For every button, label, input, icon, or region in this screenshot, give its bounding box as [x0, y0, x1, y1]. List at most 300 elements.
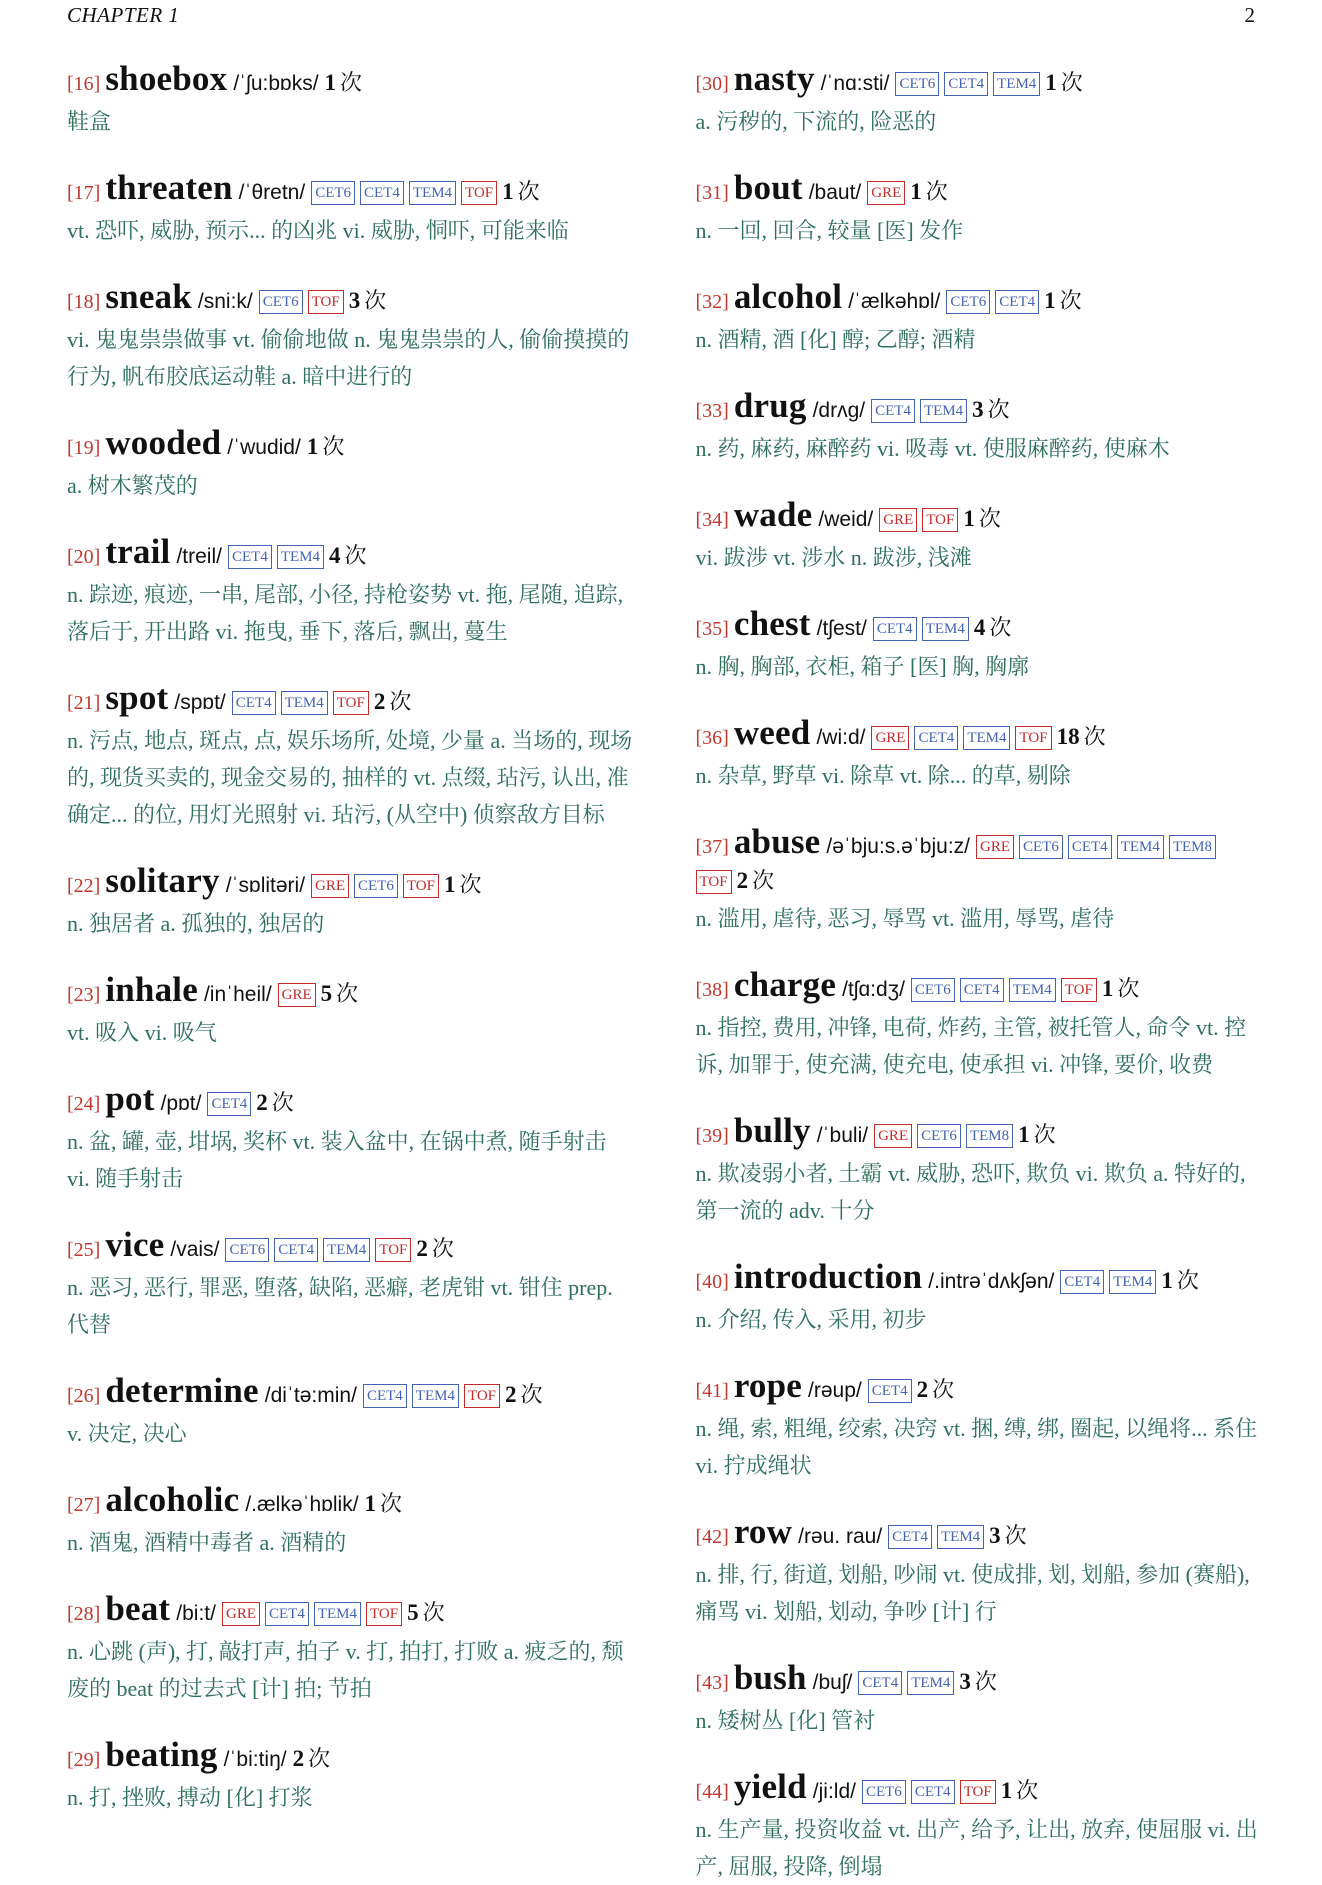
occurrence-count: 5: [407, 1600, 419, 1625]
exam-tag-badge: CET4: [995, 290, 1039, 314]
exam-tag-badge: TOF: [308, 290, 344, 314]
count-unit: 次: [380, 1491, 403, 1516]
definition: n. 排, 行, 街道, 划船, 吵闹 vt. 使成排, 划, 划船, 参加 (赛船), 痛骂 vi. 划船, 划动, 争吵 [计] 行: [695, 1562, 1250, 1624]
count-unit: 次: [336, 981, 359, 1006]
headword: yield: [733, 1767, 807, 1806]
exam-tag-badge: GRE: [278, 983, 316, 1007]
occurrence-count: 18: [1056, 724, 1080, 749]
entry-number: [36]: [695, 727, 729, 749]
count-unit: 次: [431, 1236, 454, 1261]
occurrence-count: 2: [916, 1377, 929, 1402]
phonetic: /bi:t/: [176, 1602, 216, 1625]
entry-headline: [695, 1512, 1263, 1554]
page-number: 2: [1244, 2, 1255, 27]
count-unit: 次: [974, 1669, 997, 1694]
exam-tag-badge: TEM4: [1117, 835, 1164, 859]
word-entry: [67, 277, 634, 395]
phonetic: /vais/: [170, 1238, 220, 1261]
phonetic: /sni:k/: [197, 290, 253, 313]
definition: v. 决定, 决心: [67, 1421, 187, 1446]
phonetic: /əˈbju:s.əˈbju:z/: [826, 835, 970, 858]
headword: sneak: [105, 277, 192, 316]
occurrence-count: 2: [505, 1382, 517, 1407]
entry-headline: [67, 59, 634, 101]
count-unit: 次: [932, 1377, 955, 1402]
headword: chest: [733, 604, 811, 643]
entry-headline: [695, 386, 1263, 428]
entry-number: [18]: [67, 291, 101, 313]
headword: beating: [105, 1735, 218, 1774]
headword: inhale: [105, 970, 198, 1009]
word-entry: [67, 970, 634, 1051]
word-entry: [695, 386, 1263, 467]
count-unit: 次: [389, 689, 412, 714]
phonetic: /ˈbuli/: [816, 1124, 869, 1147]
phonetic: /ˈwudid/: [227, 436, 301, 459]
entry-number: [16]: [67, 73, 101, 95]
entry-number: [33]: [695, 400, 729, 422]
entry-headline: [695, 713, 1263, 755]
definition: n. 盆, 罐, 壶, 坩埚, 奖杯 vt. 装入盆中, 在锅中煮, 随手射击 vi. 随手射击: [67, 1129, 607, 1191]
entry-number: [34]: [695, 509, 729, 531]
exam-tag-badge: TEM4: [323, 1238, 370, 1262]
entry-number: [43]: [695, 1672, 729, 1694]
exam-tag-badge: TOF: [461, 181, 497, 205]
chapter-label: CHAPTER 1: [67, 2, 180, 27]
exam-tag-badge: CET6: [311, 181, 355, 205]
exam-tag-badge: CET4: [911, 1780, 955, 1804]
definition: n. 生产量, 投资收益 vt. 出产, 给予, 让出, 放弃, 使屈服 vi. 出产, 屈服, 投降, 倒塌: [695, 1817, 1258, 1879]
word-entry: [67, 1225, 634, 1343]
entry-number: [41]: [695, 1380, 729, 1402]
phonetic: /inˈheil/: [203, 983, 272, 1006]
occurrence-count: 1: [1161, 1268, 1173, 1293]
headword: row: [733, 1512, 793, 1551]
exam-tag-badge: CET4: [363, 1384, 407, 1408]
word-entry: [695, 965, 1263, 1083]
phonetic: /baut/: [808, 181, 862, 204]
occurrence-count: 1: [502, 179, 514, 204]
word-entry: [67, 861, 634, 942]
definition: n. 绳, 索, 粗绳, 绞索, 决窍 vt. 捆, 缚, 绑, 圈起, 以绳将... 系住 vi. 拧成绳状: [695, 1416, 1258, 1478]
phonetic: /.ælkəˈhɒlik/: [245, 1493, 359, 1516]
count-unit: 次: [517, 179, 540, 204]
word-entry: [67, 168, 634, 249]
headword: determine: [105, 1371, 259, 1410]
exam-tag-badge: CET6: [225, 1238, 269, 1262]
phonetic: /tʃest/: [816, 617, 867, 640]
count-unit: 次: [422, 1600, 445, 1625]
count-unit: 次: [978, 506, 1001, 531]
count-unit: 次: [1033, 1122, 1056, 1147]
exam-tag-badge: CET4: [1060, 1270, 1104, 1294]
entry-headline: [67, 1480, 634, 1522]
exam-tag-badge: GRE: [222, 1602, 260, 1626]
exam-tag-badge: GRE: [874, 1124, 912, 1148]
exam-tag-badge: TEM4: [937, 1525, 984, 1549]
word-entry: [67, 1735, 634, 1816]
occurrence-count: 1: [443, 872, 456, 897]
entry-headline: [67, 1735, 634, 1777]
occurrence-count: 3: [972, 397, 984, 422]
exam-tag-badge: CET6: [895, 72, 939, 96]
entry-number: [24]: [67, 1093, 101, 1115]
exam-tag-badge: CET4: [232, 691, 276, 715]
exam-tag-badge: CET6: [946, 290, 990, 314]
phonetic: /wi:d/: [816, 726, 866, 749]
word-entry: [67, 1480, 634, 1561]
entry-headline: [67, 532, 634, 574]
exam-tag-badge: TEM4: [920, 399, 967, 423]
entry-number: [25]: [67, 1239, 101, 1261]
phonetic: /ji:ld/: [812, 1780, 856, 1803]
entry-number: [30]: [695, 73, 729, 95]
word-entry: [695, 604, 1263, 685]
occurrence-count: 1: [324, 70, 337, 95]
exam-tag-badge: TEM8: [1169, 835, 1216, 859]
definition: n. 药, 麻药, 麻醉药 vi. 吸毒 vt. 使服麻醉药, 使麻木: [695, 436, 1170, 461]
count-unit: 次: [925, 179, 948, 204]
exam-tag-badge: TEM4: [922, 617, 969, 641]
definition: n. 滥用, 虐待, 恶习, 辱骂 vt. 滥用, 辱骂, 虐待: [695, 906, 1115, 931]
entry-headline: [695, 168, 1263, 210]
phonetic: /rəu. rau/: [798, 1525, 883, 1548]
headword: alcohol: [733, 277, 843, 316]
definition: n. 一回, 回合, 较量 [医] 发作: [695, 218, 964, 243]
word-entry: [695, 1366, 1263, 1484]
definition: n. 酒鬼, 酒精中毒者 a. 酒精的: [67, 1530, 347, 1555]
occurrence-count: 3: [348, 288, 361, 313]
count-unit: 次: [1083, 724, 1106, 749]
occurrence-count: 2: [292, 1746, 305, 1771]
occurrence-count: 1: [1101, 976, 1114, 1001]
occurrence-count: 1: [1000, 1778, 1013, 1803]
count-unit: 次: [1004, 1523, 1027, 1548]
headword: solitary: [105, 861, 220, 900]
definition: vi. 鬼鬼祟祟做事 vt. 偷偷地做 n. 鬼鬼祟祟的人, 偷偷摸摸的行为, 帆布胶底运动鞋 a. 暗中进行的: [67, 327, 630, 389]
word-entry: [67, 1079, 634, 1197]
definition: vt. 恐吓, 威胁, 预示... 的凶兆 vi. 威胁, 恫吓, 可能来临: [67, 218, 569, 243]
entry-number: [44]: [695, 1781, 729, 1803]
exam-tag-badge: CET4: [360, 181, 404, 205]
exam-tag-badge: CET4: [265, 1602, 309, 1626]
exam-tag-badge: TOF: [696, 870, 732, 894]
phonetic: /ˈnɑ:sti/: [820, 72, 890, 95]
page-header: [67, 0, 1255, 30]
definition: n. 介绍, 传入, 采用, 初步: [695, 1307, 927, 1332]
exam-tag-badge: TEM8: [966, 1124, 1013, 1148]
headword: introduction: [733, 1257, 923, 1296]
word-entry: [695, 168, 1263, 249]
count-unit: 次: [1059, 288, 1082, 313]
occurrence-count: 3: [989, 1523, 1001, 1548]
word-entry: [67, 1371, 634, 1452]
left-column: [67, 59, 634, 1850]
definition: n. 杂草, 野草 vi. 除草 vt. 除... 的草, 剔除: [695, 763, 1071, 788]
definition: vt. 吸入 vi. 吸气: [67, 1020, 217, 1045]
entry-number: [35]: [695, 618, 729, 640]
headword: spot: [105, 678, 169, 717]
phonetic: /tʃɑ:dʒ/: [842, 978, 905, 1001]
exam-tag-badge: TEM4: [281, 691, 328, 715]
headword: bout: [733, 168, 803, 207]
headword: threaten: [105, 168, 233, 207]
exam-tag-badge: TEM4: [1009, 978, 1056, 1002]
count-unit: 次: [459, 872, 482, 897]
entry-headline: [695, 822, 1263, 898]
entry-headline: [67, 678, 634, 720]
entry-headline: [695, 1111, 1263, 1153]
exam-tag-badge: TEM4: [277, 545, 324, 569]
definition: n. 打, 挫败, 搏动 [化] 打浆: [67, 1785, 313, 1810]
exam-tag-badge: TOF: [960, 1780, 996, 1804]
entry-number: [27]: [67, 1494, 101, 1516]
entry-headline: [67, 277, 634, 319]
phonetic: /drʌg/: [812, 399, 866, 422]
exam-tag-badge: TOF: [464, 1384, 500, 1408]
headword: rope: [733, 1366, 803, 1405]
definition: n. 恶习, 恶行, 罪恶, 堕落, 缺陷, 恶癖, 老虎钳 vt. 钳住 prep. 代替: [67, 1275, 613, 1337]
exam-tag-badge: TOF: [1015, 726, 1051, 750]
definition: a. 污秽的, 下流的, 险恶的: [695, 109, 937, 134]
exam-tag-badge: CET6: [862, 1780, 906, 1804]
exam-tag-badge: GRE: [871, 726, 909, 750]
exam-tag-badge: CET6: [259, 290, 303, 314]
word-entry: [695, 495, 1263, 576]
entry-number: [28]: [67, 1603, 101, 1625]
definition: n. 心跳 (声), 打, 敲打声, 拍子 v. 打, 拍打, 打败 a. 疲乏的, 颓废的 beat 的过去式 [计] 拍; 节拍: [67, 1639, 624, 1701]
phonetic: /pɒt/: [160, 1092, 202, 1115]
occurrence-count: 1: [963, 506, 975, 531]
exam-tag-badge: CET6: [354, 874, 398, 898]
exam-tag-badge: CET4: [960, 978, 1004, 1002]
entry-number: [39]: [695, 1125, 729, 1147]
entry-headline: [695, 1366, 1263, 1408]
definition: n. 指控, 费用, 冲锋, 电荷, 炸药, 主管, 被托管人, 命令 vt. 控诉, 加罪于, 使充满, 使充电, 使承担 vi. 冲锋, 要价, 收费: [695, 1015, 1247, 1077]
exam-tag-badge: TEM4: [314, 1602, 361, 1626]
entry-headline: [67, 861, 634, 903]
exam-tag-badge: CET4: [888, 1525, 932, 1549]
exam-tag-badge: CET6: [917, 1124, 961, 1148]
exam-tag-badge: TEM4: [907, 1671, 954, 1695]
entry-headline: [67, 970, 634, 1012]
exam-tag-badge: CET4: [274, 1238, 318, 1262]
count-unit: 次: [340, 70, 363, 95]
entry-headline: [67, 423, 634, 465]
exam-tag-badge: CET4: [858, 1671, 902, 1695]
word-entry: [67, 59, 634, 140]
occurrence-count: 5: [320, 981, 333, 1006]
definition: n. 胸, 胸部, 衣柜, 箱子 [医] 胸, 胸廓: [695, 654, 1030, 679]
exam-tag-badge: CET6: [911, 978, 955, 1002]
headword: vice: [105, 1225, 165, 1264]
count-unit: 次: [1117, 976, 1140, 1001]
word-entry: [695, 59, 1263, 140]
exam-tag-badge: TEM4: [993, 72, 1040, 96]
count-unit: 次: [344, 543, 367, 568]
entry-number: [20]: [67, 546, 101, 568]
word-entry: [67, 532, 634, 650]
entry-number: [31]: [695, 182, 729, 204]
phonetic: /treil/: [176, 545, 222, 568]
occurrence-count: 2: [416, 1236, 428, 1261]
word-entry: [695, 1658, 1263, 1739]
exam-tag-badge: GRE: [311, 874, 349, 898]
entry-number: [42]: [695, 1526, 729, 1548]
definition: n. 矮树丛 [化] 管衬: [695, 1708, 876, 1733]
headword: nasty: [733, 59, 815, 98]
headword: abuse: [733, 822, 821, 861]
headword: wade: [733, 495, 813, 534]
exam-tag-badge: TEM4: [1109, 1270, 1156, 1294]
headword: wooded: [105, 423, 222, 462]
word-entry: [67, 423, 634, 504]
occurrence-count: 1: [364, 1491, 377, 1516]
exam-tag-badge: CET4: [207, 1092, 251, 1116]
definition: a. 树木繁茂的: [67, 473, 198, 498]
entry-headline: [695, 965, 1263, 1007]
entry-headline: [67, 1225, 634, 1267]
entry-number: [17]: [67, 182, 101, 204]
definition: n. 污点, 地点, 斑点, 点, 娱乐场所, 处境, 少量 a. 当场的, 现场的, 现货买卖的, 现金交易的, 抽样的 vt. 点缀, 玷污, 认出, 准确定... 的位, 用灯光照射 vi. 玷污, (从空中) 侦察敌方目标: [67, 728, 633, 827]
count-unit: 次: [1016, 1778, 1039, 1803]
headword: bush: [733, 1658, 807, 1697]
occurrence-count: 2: [736, 868, 749, 893]
phonetic: /spɒt/: [174, 691, 226, 714]
entry-headline: [695, 495, 1263, 537]
definition: n. 踪迹, 痕迹, 一串, 尾部, 小径, 持枪姿势 vt. 拖, 尾随, 追踪, 落后于, 开出路 vi. 拖曳, 垂下, 落后, 飘出, 蔓生: [67, 582, 624, 644]
count-unit: 次: [520, 1382, 543, 1407]
exam-tag-badge: GRE: [976, 835, 1014, 859]
exam-tag-badge: TEM4: [412, 1384, 459, 1408]
headword: bully: [733, 1111, 811, 1150]
exam-tag-badge: CET4: [944, 72, 988, 96]
exam-tag-badge: TOF: [1061, 978, 1097, 1002]
headword: alcoholic: [105, 1480, 240, 1519]
definition: n. 酒精, 酒 [化] 醇; 乙醇; 酒精: [695, 327, 976, 352]
entry-headline: [67, 1589, 634, 1631]
entry-headline: [67, 1371, 634, 1413]
entry-headline: [695, 1658, 1263, 1700]
entry-headline: [695, 277, 1263, 319]
headword: shoebox: [105, 59, 228, 98]
count-unit: 次: [752, 868, 775, 893]
word-entry: [695, 713, 1263, 794]
definition: vi. 跋涉 vt. 涉水 n. 跋涉, 浅滩: [695, 545, 972, 570]
headword: pot: [105, 1079, 155, 1118]
phonetic: /ˈbi:tiŋ/: [223, 1748, 287, 1771]
right-column: [695, 59, 1263, 1879]
phonetic: /ˈθretn/: [238, 181, 306, 204]
phonetic: /.intrəˈdʌkʃən/: [928, 1270, 1055, 1293]
entry-headline: [67, 168, 634, 210]
occurrence-count: 1: [1045, 70, 1057, 95]
exam-tag-badge: CET4: [914, 726, 958, 750]
exam-tag-badge: CET4: [871, 399, 915, 423]
word-entry: [695, 822, 1263, 937]
count-unit: 次: [308, 1746, 331, 1771]
entry-number: [26]: [67, 1385, 101, 1407]
occurrence-count: 4: [329, 543, 341, 568]
word-entry: [695, 1512, 1263, 1630]
headword: weed: [733, 713, 811, 752]
occurrence-count: 1: [306, 434, 319, 459]
headword: beat: [105, 1589, 171, 1628]
word-entry: [695, 277, 1263, 358]
exam-tag-badge: TEM4: [409, 181, 456, 205]
exam-tag-badge: CET4: [228, 545, 272, 569]
word-entry: [67, 1589, 634, 1707]
headword: drug: [733, 386, 807, 425]
exam-tag-badge: TOF: [366, 1602, 402, 1626]
exam-tag-badge: CET6: [1019, 835, 1063, 859]
headword: charge: [733, 965, 837, 1004]
count-unit: 次: [322, 434, 345, 459]
definition: n. 欺凌弱小者, 土霸 vt. 威胁, 恐吓, 欺负 vi. 欺负 a. 特好的, 第一流的 adv. 十分: [695, 1161, 1246, 1223]
phonetic: /ˈʃu:bɒks/: [233, 72, 319, 95]
entry-number: [38]: [695, 979, 729, 1001]
columns: [67, 59, 1262, 1879]
entry-number: [32]: [695, 291, 729, 313]
phonetic: /rəup/: [808, 1379, 862, 1402]
exam-tag-badge: TOF: [403, 874, 439, 898]
entry-number: [23]: [67, 984, 101, 1006]
definition: 鞋盒: [67, 109, 112, 134]
exam-tag-badge: TOF: [375, 1238, 411, 1262]
count-unit: 次: [1176, 1268, 1199, 1293]
exam-tag-badge: CET4: [1068, 835, 1112, 859]
occurrence-count: 2: [373, 689, 386, 714]
phonetic: /diˈtə:min/: [264, 1384, 357, 1407]
entry-headline: [695, 1767, 1263, 1809]
entry-headline: [695, 1257, 1263, 1299]
entry-number: [29]: [67, 1749, 101, 1771]
count-unit: 次: [271, 1090, 294, 1115]
word-entry: [695, 1257, 1263, 1338]
word-entry: [695, 1111, 1263, 1229]
exam-tag-badge: TEM4: [963, 726, 1010, 750]
phonetic: /ˈælkəhɒl/: [848, 290, 941, 313]
count-unit: 次: [987, 397, 1010, 422]
occurrence-count: 3: [959, 1669, 971, 1694]
entry-number: [21]: [67, 692, 101, 714]
occurrence-count: 1: [910, 179, 922, 204]
phonetic: /ˈsɒlitəri/: [225, 874, 306, 897]
occurrence-count: 1: [1018, 1122, 1030, 1147]
headword: trail: [105, 532, 171, 571]
count-unit: 次: [364, 288, 387, 313]
exam-tag-badge: TOF: [333, 691, 369, 715]
entry-headline: [695, 604, 1263, 646]
entry-headline: [695, 59, 1263, 101]
phonetic: /weid/: [818, 508, 874, 531]
entry-number: [37]: [695, 836, 729, 858]
exam-tag-badge: CET4: [873, 617, 917, 641]
occurrence-count: 1: [1044, 288, 1056, 313]
word-entry: [695, 1767, 1263, 1885]
occurrence-count: 4: [973, 615, 986, 640]
count-unit: 次: [989, 615, 1012, 640]
exam-tag-badge: CET4: [868, 1379, 912, 1403]
entry-headline: [67, 1079, 634, 1121]
exam-tag-badge: GRE: [879, 508, 917, 532]
entry-number: [22]: [67, 875, 101, 897]
word-entry: [67, 678, 634, 833]
count-unit: 次: [1060, 70, 1083, 95]
definition: n. 独居者 a. 孤独的, 独居的: [67, 911, 325, 936]
exam-tag-badge: TOF: [922, 508, 958, 532]
entry-number: [19]: [67, 437, 101, 459]
